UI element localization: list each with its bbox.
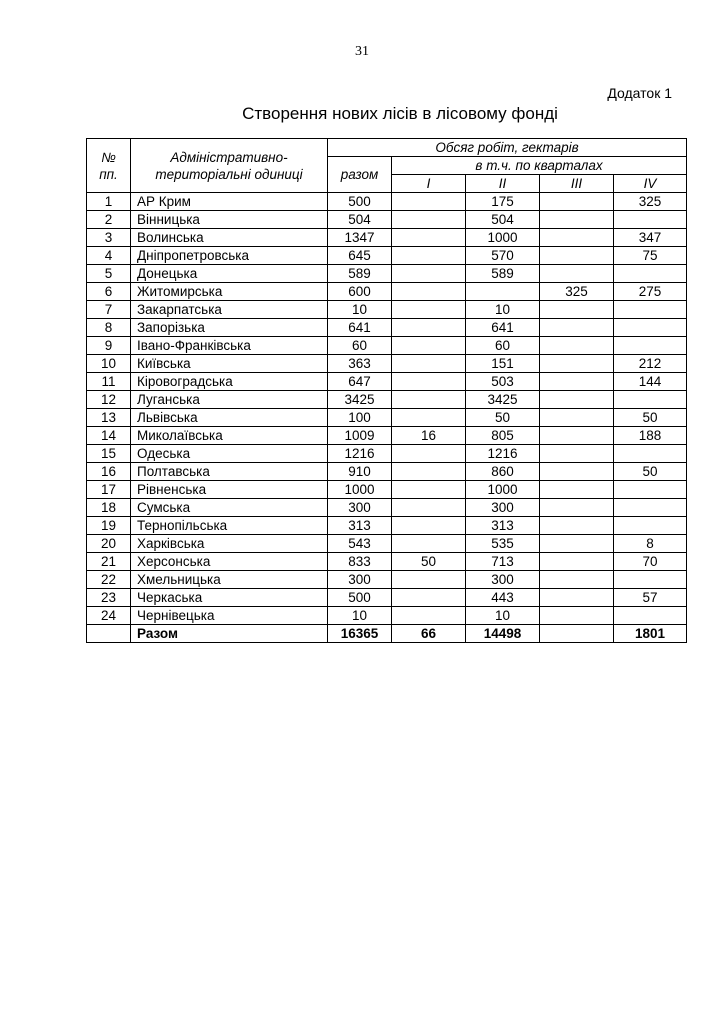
cell-q3 [540,301,614,319]
cell-unit: Миколаївська [131,427,328,445]
cell-q3 [540,553,614,571]
header-quarter-4: IV [614,175,687,193]
header-total: разом [328,157,392,193]
header-quarter-1: I [392,175,466,193]
cell-q2: 805 [466,427,540,445]
cell-number: 11 [87,373,131,391]
cell-q1 [392,337,466,355]
cell-q1: 16 [392,427,466,445]
cell-unit: Івано-Франківська [131,337,328,355]
cell-number: 18 [87,499,131,517]
cell-number: 19 [87,517,131,535]
cell-q4 [614,301,687,319]
table-row [87,319,687,337]
cell-total: 300 [328,571,392,589]
cell-total: 1000 [328,481,392,499]
cell-total: 833 [328,553,392,571]
cell-q2: 60 [466,337,540,355]
cell-q4: 75 [614,247,687,265]
cell-total: 641 [328,319,392,337]
cell-total: 100 [328,409,392,427]
cell-q3 [540,337,614,355]
table-row [87,193,687,211]
cell-q1 [392,283,466,301]
cell-q3 [540,193,614,211]
cell-q3 [540,211,614,229]
cell-q3 [540,589,614,607]
table-row [87,553,687,571]
cell-q2: 300 [466,499,540,517]
cell-q1 [392,355,466,373]
cell-q1 [392,265,466,283]
cell-total: 543 [328,535,392,553]
cell-number: 5 [87,265,131,283]
cell-total: 3425 [328,391,392,409]
cell-number: 23 [87,589,131,607]
cell-q1: 50 [392,553,466,571]
table-row [87,247,687,265]
cell-q4: 275 [614,283,687,301]
cell-q2: 1000 [466,481,540,499]
table-row [87,373,687,391]
table-row [87,301,687,319]
cell-number: 8 [87,319,131,337]
table-row [87,265,687,283]
cell-unit: Закарпатська [131,301,328,319]
cell-unit: Житомирська [131,283,328,301]
cell-q2: 503 [466,373,540,391]
cell-q2: 300 [466,571,540,589]
cell-number: 15 [87,445,131,463]
cell-q4 [614,445,687,463]
cell-number: 14 [87,427,131,445]
cell-q4: 8 [614,535,687,553]
cell-q2: 151 [466,355,540,373]
cell-number [87,625,131,643]
cell-q1 [392,373,466,391]
cell-q4 [614,481,687,499]
cell-number: 6 [87,283,131,301]
cell-unit: Вінницька [131,211,328,229]
cell-number: 24 [87,607,131,625]
cell-q2: 860 [466,463,540,481]
cell-q4 [614,265,687,283]
cell-q1 [392,409,466,427]
cell-q3 [540,445,614,463]
cell-q3 [540,355,614,373]
table-row [87,355,687,373]
header-quarters-group: в т.ч. по кварталах [392,157,687,175]
cell-unit: Кіровоградська [131,373,328,391]
cell-q2: 504 [466,211,540,229]
cell-q1 [392,319,466,337]
header-volume: Обсяг робіт, гектарів [328,139,687,157]
cell-unit: Тернопільська [131,517,328,535]
cell-number: 10 [87,355,131,373]
cell-q3 [540,463,614,481]
cell-unit: Луганська [131,391,328,409]
cell-q4: 1801 [614,625,687,643]
cell-total: 500 [328,193,392,211]
cell-number: 21 [87,553,131,571]
cell-q2: 589 [466,265,540,283]
cell-q2: 713 [466,553,540,571]
page-number: 31 [355,44,369,59]
cell-number: 2 [87,211,131,229]
cell-q3 [540,409,614,427]
cell-total: 313 [328,517,392,535]
header-unit-line1: Адміністративно- [170,149,288,165]
table-row [87,409,687,427]
table-row [87,445,687,463]
cell-unit: Львівська [131,409,328,427]
cell-number: 9 [87,337,131,355]
cell-q4 [614,571,687,589]
cell-total: 504 [328,211,392,229]
cell-q2: 10 [466,301,540,319]
cell-q1 [392,193,466,211]
cell-total: 300 [328,499,392,517]
table-row [87,535,687,553]
table-row [87,391,687,409]
table-row [87,427,687,445]
cell-q2 [466,283,540,301]
cell-q2: 641 [466,319,540,337]
cell-q4 [614,607,687,625]
cell-q4 [614,499,687,517]
table-row [87,517,687,535]
cell-q1 [392,571,466,589]
cell-q3 [540,571,614,589]
cell-unit: Чернівецька [131,607,328,625]
cell-total: 647 [328,373,392,391]
table-row [87,481,687,499]
table-row [87,463,687,481]
table-row [87,229,687,247]
table-row [87,283,687,301]
cell-total: 363 [328,355,392,373]
cell-unit: АР Крим [131,193,328,211]
cell-q1 [392,229,466,247]
cell-q1 [392,535,466,553]
cell-q1 [392,391,466,409]
cell-unit: Разом [131,625,328,643]
cell-q3 [540,625,614,643]
cell-total: 910 [328,463,392,481]
cell-q4: 70 [614,553,687,571]
appendix-label: Додаток 1 [607,85,672,101]
cell-number: 22 [87,571,131,589]
cell-unit: Черкаська [131,589,328,607]
cell-q1 [392,607,466,625]
cell-q4: 347 [614,229,687,247]
cell-q4: 57 [614,589,687,607]
cell-total: 645 [328,247,392,265]
cell-q1: 66 [392,625,466,643]
cell-q3 [540,319,614,337]
cell-number: 17 [87,481,131,499]
cell-q1 [392,211,466,229]
cell-q4: 50 [614,409,687,427]
header-number-line1: № [101,149,116,165]
cell-unit: Хмельницька [131,571,328,589]
cell-unit: Херсонська [131,553,328,571]
cell-total: 1009 [328,427,392,445]
cell-number: 7 [87,301,131,319]
cell-q4 [614,337,687,355]
cell-unit: Волинська [131,229,328,247]
cell-q2: 535 [466,535,540,553]
cell-q1 [392,463,466,481]
cell-unit: Запорізька [131,319,328,337]
cell-q3 [540,499,614,517]
cell-unit: Одеська [131,445,328,463]
table-row [87,211,687,229]
table-row [87,607,687,625]
cell-number: 1 [87,193,131,211]
cell-unit: Київська [131,355,328,373]
cell-q3 [540,517,614,535]
cell-q1 [392,517,466,535]
cell-total: 600 [328,283,392,301]
cell-q2: 10 [466,607,540,625]
cell-q4: 144 [614,373,687,391]
cell-q4: 325 [614,193,687,211]
cell-number: 4 [87,247,131,265]
cell-q2: 1000 [466,229,540,247]
total-row [87,625,687,643]
document-title: Створення нових лісів в лісовому фонді [242,104,558,123]
cell-q2: 50 [466,409,540,427]
table-row [87,337,687,355]
cell-unit: Дніпропетровська [131,247,328,265]
cell-total: 10 [328,301,392,319]
cell-q1 [392,301,466,319]
header-unit [131,139,328,193]
cell-q4 [614,391,687,409]
cell-total: 60 [328,337,392,355]
cell-q2: 1216 [466,445,540,463]
cell-q1 [392,481,466,499]
cell-q2: 443 [466,589,540,607]
cell-q1 [392,445,466,463]
cell-q3: 325 [540,283,614,301]
header-number-line2: пп. [99,166,118,182]
cell-q3 [540,373,614,391]
cell-number: 3 [87,229,131,247]
cell-q3 [540,427,614,445]
cell-number: 20 [87,535,131,553]
cell-q1 [392,499,466,517]
cell-q4: 50 [614,463,687,481]
header-quarter-3: III [540,175,614,193]
cell-total: 500 [328,589,392,607]
header-quarter-2: II [466,175,540,193]
cell-q4 [614,319,687,337]
cell-q3 [540,481,614,499]
cell-q2: 14498 [466,625,540,643]
cell-q4: 212 [614,355,687,373]
cell-total: 589 [328,265,392,283]
table-row [87,571,687,589]
cell-unit: Донецька [131,265,328,283]
cell-q3 [540,607,614,625]
cell-q3 [540,265,614,283]
cell-number: 16 [87,463,131,481]
table-body [87,193,687,643]
cell-unit: Сумська [131,499,328,517]
cell-q3 [540,535,614,553]
header-unit-line2: територіальні одиниці [155,166,303,182]
cell-q4 [614,517,687,535]
cell-q1 [392,589,466,607]
table-row [87,499,687,517]
cell-unit: Полтавська [131,463,328,481]
cell-unit: Харківська [131,535,328,553]
cell-q4 [614,211,687,229]
cell-q2: 3425 [466,391,540,409]
cell-q2: 570 [466,247,540,265]
cell-q4: 188 [614,427,687,445]
cell-q1 [392,247,466,265]
cell-number: 13 [87,409,131,427]
cell-number: 12 [87,391,131,409]
cell-q3 [540,391,614,409]
cell-total: 10 [328,607,392,625]
cell-q2: 313 [466,517,540,535]
table-row [87,589,687,607]
cell-total: 16365 [328,625,392,643]
cell-total: 1347 [328,229,392,247]
cell-q2: 175 [466,193,540,211]
cell-q3 [540,247,614,265]
cell-q3 [540,229,614,247]
forest-creation-table [86,138,687,643]
header-number [87,139,131,193]
cell-total: 1216 [328,445,392,463]
cell-unit: Рівненська [131,481,328,499]
